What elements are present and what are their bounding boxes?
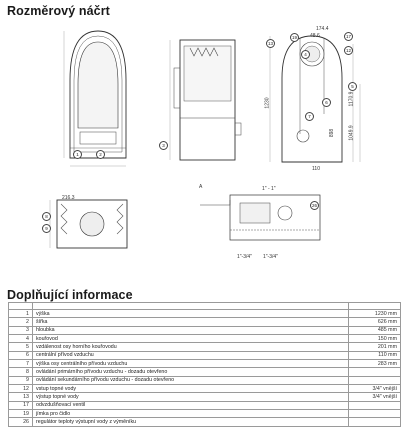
row-description: vzdálenost osy horního kouřovodu xyxy=(33,343,349,351)
row-value: 150 mm xyxy=(349,335,401,343)
row-description: výstup topné vody xyxy=(33,393,349,401)
pipe-label-mid: 1"-3/4" xyxy=(237,254,252,260)
row-value xyxy=(349,368,401,376)
table-row xyxy=(9,418,401,426)
dim-left-height: 1230 xyxy=(264,97,271,109)
row-description: ovládání primárního přívodu vzduchu - dozadu otevřeno xyxy=(33,368,349,376)
dim-depth: 216.3 xyxy=(62,195,75,201)
row-value: 1230 mm xyxy=(349,310,401,318)
callout-4: 4 xyxy=(301,50,310,59)
callout-1: 1 xyxy=(73,150,82,159)
row-value: 626 mm xyxy=(349,318,401,326)
info-table xyxy=(8,302,401,427)
row-number: 7 xyxy=(9,360,33,368)
row-description: centrální přívod vzduchu xyxy=(33,351,349,359)
row-number: 5 xyxy=(9,343,33,351)
row-description: odvzdušňovací ventil xyxy=(33,401,349,409)
row-number: 26 xyxy=(9,418,33,426)
callout-9: 9 xyxy=(42,224,51,233)
callout-13: 13 xyxy=(267,41,273,46)
row-description: vstup topné vody xyxy=(33,385,349,393)
row-value xyxy=(349,401,401,409)
dim-top-offset: 48.6 xyxy=(310,33,320,39)
pipe-label-low: 1"-3/4" xyxy=(263,254,278,260)
table-row xyxy=(9,351,401,359)
callout-5: 5 xyxy=(348,82,357,91)
callout-2: 2 xyxy=(96,150,105,159)
row-number: 6 xyxy=(9,351,33,359)
section-label-a: A xyxy=(199,184,203,190)
row-description: kouřovod xyxy=(33,335,349,343)
row-description: výška osy centrálního přívodu vzduchu xyxy=(33,360,349,368)
table-row xyxy=(9,401,401,409)
row-number: 19 xyxy=(9,410,33,418)
row-description: jímka pro čidlo xyxy=(33,410,349,418)
row-number: 12 xyxy=(9,385,33,393)
table-row xyxy=(9,343,401,351)
table-header-row xyxy=(9,303,401,310)
row-number: 9 xyxy=(9,376,33,384)
callout-7: 7 xyxy=(305,112,314,121)
row-description: ovládání sekundárního přívodu vzduchu - dozadu otevřeno xyxy=(33,376,349,384)
row-value: 283 mm xyxy=(349,360,401,368)
callout-6: 6 xyxy=(322,98,331,107)
table-row xyxy=(9,310,401,318)
row-value xyxy=(349,376,401,384)
callout-26: 26 xyxy=(311,203,317,208)
callout-19: 19 xyxy=(291,35,297,40)
table-row xyxy=(9,393,401,401)
row-description: výška xyxy=(33,310,349,318)
row-number: 2 xyxy=(9,318,33,326)
callout-8: 8 xyxy=(42,212,51,221)
detail-view-drawing xyxy=(190,175,330,255)
dim-mid-height: 1049.9 xyxy=(348,125,355,141)
row-value: 201 mm xyxy=(349,343,401,351)
table-row xyxy=(9,360,401,368)
table-row xyxy=(9,410,401,418)
row-value xyxy=(349,418,401,426)
callout-3: 3 xyxy=(159,141,168,150)
section-title-info: Doplňující informace xyxy=(7,288,133,302)
row-value: 485 mm xyxy=(349,326,401,334)
table-row xyxy=(9,368,401,376)
row-number: 13 xyxy=(9,393,33,401)
callout-17: 17 xyxy=(345,34,351,39)
table-row xyxy=(9,318,401,326)
row-value: 3/4" vnější xyxy=(349,393,401,401)
row-value: 3/4" vnější xyxy=(349,385,401,393)
row-value xyxy=(349,410,401,418)
table-row xyxy=(9,335,401,343)
table-row xyxy=(9,385,401,393)
dim-low-height: 898 xyxy=(329,128,336,138)
top-view-drawing xyxy=(45,190,145,260)
row-description: regulátor teploty výstupní vody z výměníku xyxy=(33,418,349,426)
dim-bottom-width: 110 xyxy=(312,166,320,172)
row-value: 110 mm xyxy=(349,351,401,359)
row-number: 8 xyxy=(9,368,33,376)
row-number: 17 xyxy=(9,401,33,409)
table-row xyxy=(9,326,401,334)
dim-right-height: 1170.9 xyxy=(348,91,355,107)
row-description: šířka xyxy=(33,318,349,326)
row-description: hloubka xyxy=(33,326,349,334)
table-row xyxy=(9,376,401,384)
section-title-sketch: Rozměrový náčrt xyxy=(7,4,110,18)
callout-12: 12 xyxy=(345,48,351,53)
row-number: 4 xyxy=(9,335,33,343)
pipe-label-top: 1" - 1" xyxy=(262,186,276,192)
row-number: 1 xyxy=(9,310,33,318)
side-view-drawing xyxy=(160,28,250,173)
row-number: 3 xyxy=(9,326,33,334)
dim-top-width: 174.4 xyxy=(316,26,329,32)
